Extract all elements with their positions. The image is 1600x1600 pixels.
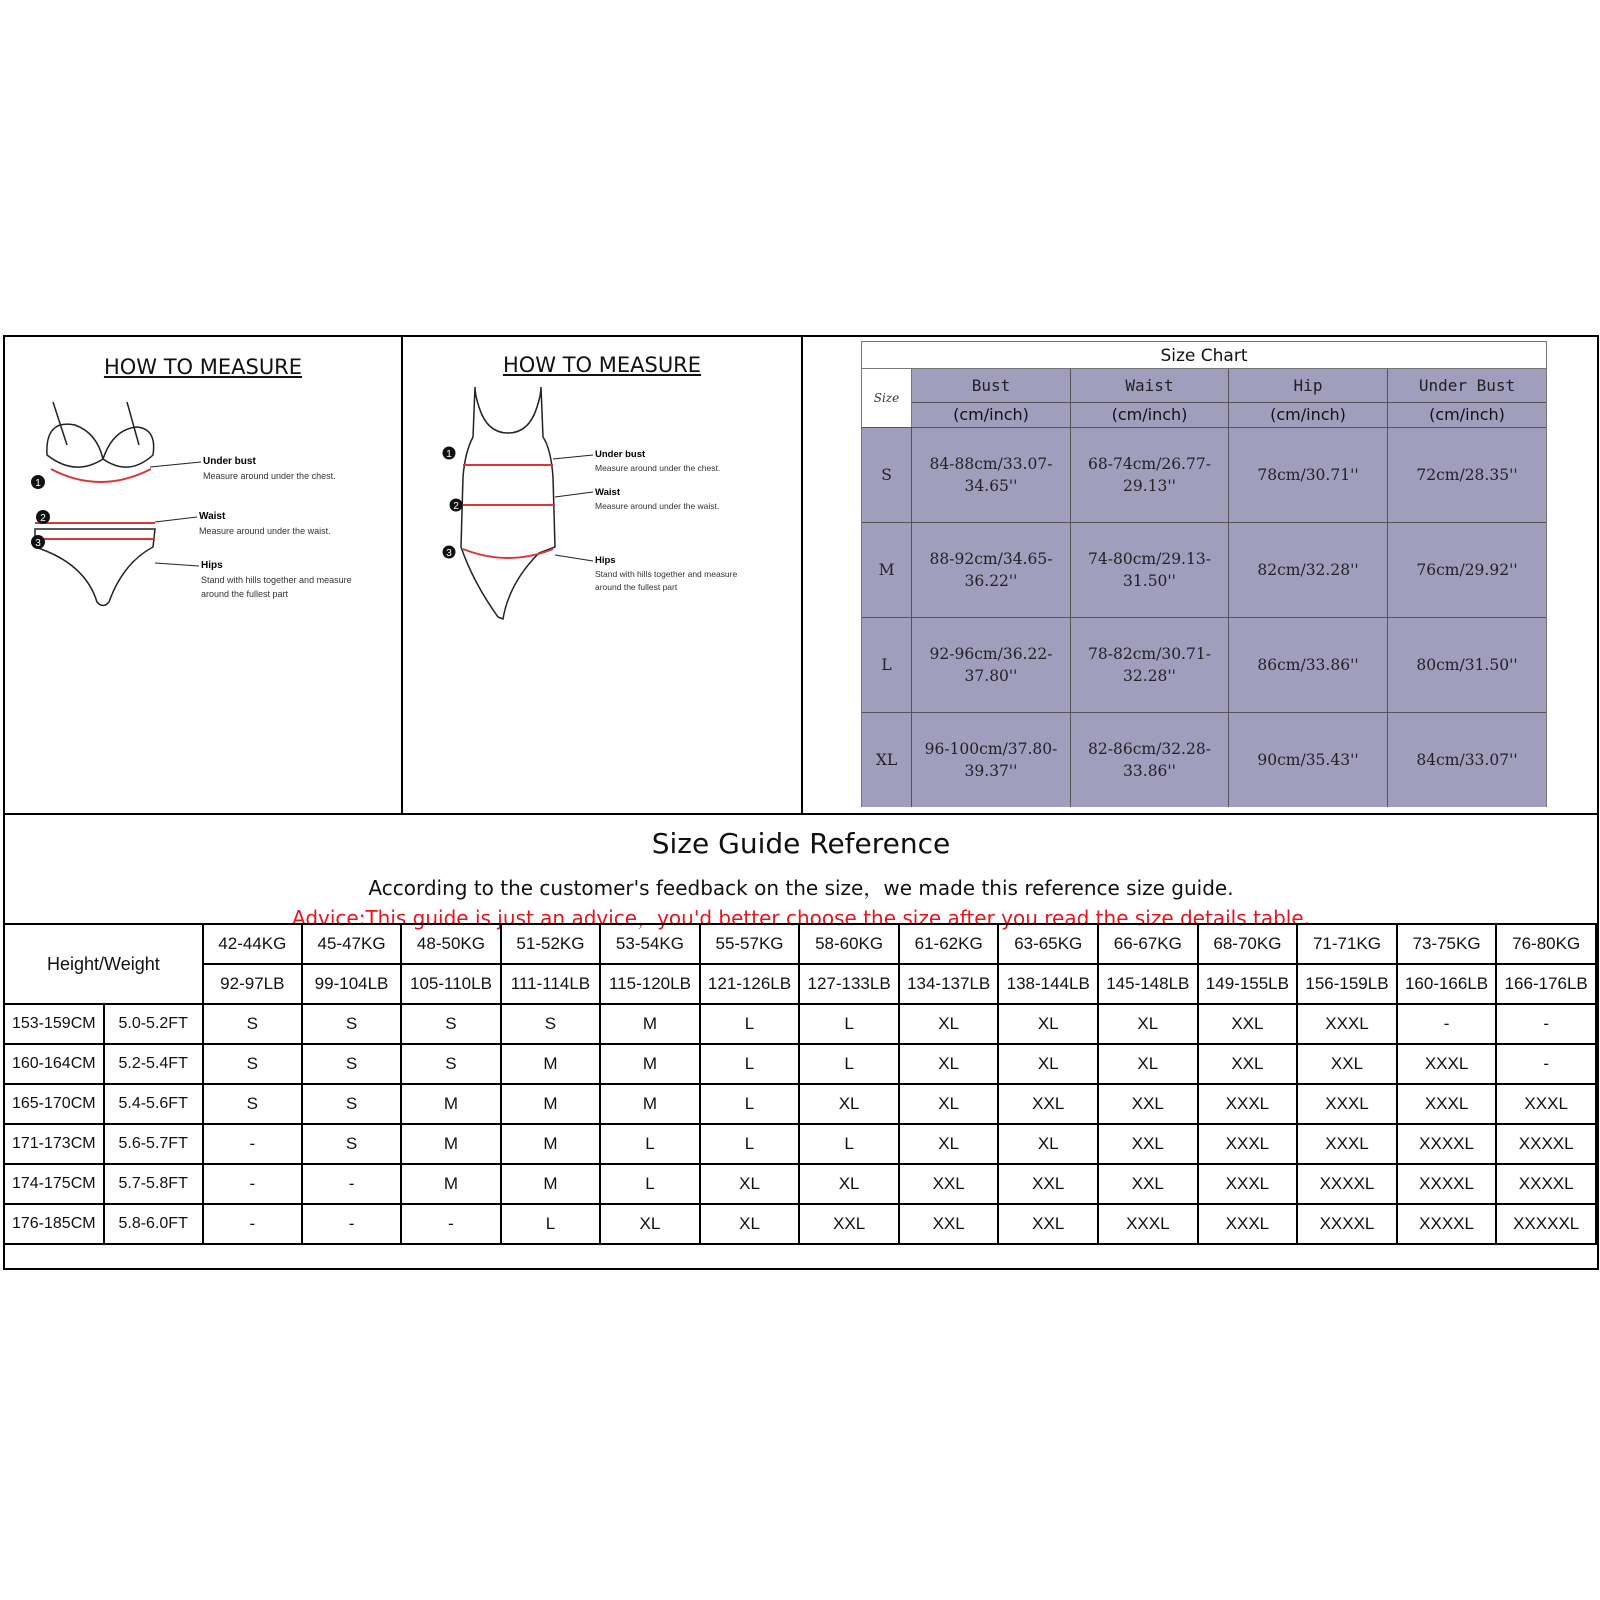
size-cell: S [862, 427, 912, 522]
table-row [4, 1044, 1596, 1084]
swimsuit-outline [461, 387, 555, 619]
table-row [4, 1124, 1596, 1164]
size-chart-title: Size Chart [862, 342, 1546, 369]
guide-title: Size Guide Reference [651, 827, 951, 860]
height-weight-corner: Height/Weight [4, 924, 203, 1004]
size-cell: L [600, 1164, 700, 1204]
marker-3 [443, 546, 456, 560]
size-cell: S [203, 1004, 302, 1044]
size-cell: L [501, 1204, 600, 1244]
size-cell: L [799, 1004, 899, 1044]
weight-lb-header: 111-114LB [501, 964, 600, 1004]
weight-lb-header: 160-166LB [1397, 964, 1497, 1004]
weight-lb-header: 121-126LB [700, 964, 800, 1004]
underbust-line [51, 469, 151, 482]
size-cell: XXL [799, 1204, 899, 1244]
underbust-label: Under bust [203, 456, 256, 467]
height-ft: 5.2-5.4FT [104, 1044, 203, 1084]
height-ft: 5.4-5.6FT [104, 1084, 203, 1124]
size-cell: M [401, 1164, 501, 1204]
waist-cell: 82-86cm/32.28-33.86'' [1071, 712, 1229, 807]
height-cm: 153-159CM [4, 1004, 104, 1044]
size-chart-panel [803, 337, 1597, 813]
size-cell: S [302, 1044, 401, 1084]
size-chart [861, 341, 1547, 807]
header-waist [1071, 369, 1229, 427]
header-row-kg [4, 924, 1596, 964]
waist-label: Waist [199, 511, 226, 522]
header-name: Hip [1229, 369, 1387, 403]
size-cell: M [501, 1044, 600, 1084]
marker-3 [31, 535, 45, 549]
guide-subtitle: According to the customer's feedback on the size，we made this reference size guide. [368, 876, 1234, 900]
size-cell: XXL [899, 1164, 999, 1204]
size-cell: XL [998, 1124, 1098, 1164]
size-guide-table [3, 923, 1597, 1245]
size-cell: - [203, 1164, 302, 1204]
size-cell: XXXL [1198, 1204, 1298, 1244]
size-cell: XXXXL [1397, 1204, 1497, 1244]
size-cell: XXL [1198, 1004, 1298, 1044]
size-cell: L [799, 1124, 899, 1164]
size-cell: S [203, 1044, 302, 1084]
height-cm: 174-175CM [4, 1164, 104, 1204]
size-cell: XXXL [1198, 1124, 1298, 1164]
under-bust-cell: 80cm/31.50'' [1388, 617, 1546, 712]
header-name: Under Bust [1388, 369, 1546, 403]
hips-desc: Stand with hills together and measure [595, 569, 738, 579]
waist-cell: 74-80cm/29.13-31.50'' [1071, 522, 1229, 617]
size-cell: XXL [1098, 1124, 1198, 1164]
measure-panel-bikini [5, 337, 403, 813]
size-cell: L [700, 1124, 800, 1164]
svg-text:1: 1 [35, 478, 41, 489]
weight-lb-header: 105-110LB [401, 964, 501, 1004]
bra-cup-left [47, 424, 103, 467]
size-cell: XXXL [1297, 1084, 1397, 1124]
size-cell: XL [862, 712, 912, 807]
size-cell: XXXL [1397, 1084, 1497, 1124]
size-cell: XL [899, 1044, 999, 1084]
measure-panel-onepiece [403, 337, 803, 813]
size-cell: L [700, 1084, 800, 1124]
onepiece-diagram [403, 337, 803, 813]
size-cell: S [302, 1084, 401, 1124]
weight-kg-header: 45-47KG [302, 924, 401, 964]
bikini-diagram [5, 337, 403, 813]
size-cell: XXXXL [1297, 1164, 1397, 1204]
size-cell: - [1496, 1004, 1596, 1044]
marker-1 [31, 475, 45, 489]
weight-kg-header: 63-65KG [998, 924, 1098, 964]
marker-2 [450, 499, 463, 513]
header-name: Bust [912, 369, 1070, 403]
section-divider [5, 813, 1597, 815]
header-unit: (cm/inch) [953, 405, 1029, 424]
measure-title: HOW TO MEASURE [103, 355, 303, 379]
size-cell: L [862, 617, 912, 712]
size-cell: XL [1098, 1044, 1198, 1084]
under-bust-cell: 76cm/29.92'' [1388, 522, 1546, 617]
size-cell: XXXL [1098, 1204, 1198, 1244]
size-cell: M [401, 1124, 501, 1164]
size-cell: - [302, 1204, 401, 1244]
size-cell: XL [998, 1004, 1098, 1044]
size-cell: S [401, 1004, 501, 1044]
size-cell: XXXL [1198, 1164, 1298, 1204]
size-cell: XL [700, 1164, 800, 1204]
marker-2 [36, 510, 50, 524]
height-cm: 171-173CM [4, 1124, 104, 1164]
hips-desc: Stand with hills together and measure [201, 575, 352, 585]
svg-text:1: 1 [446, 449, 452, 460]
bust-cell: 88-92cm/34.65-36.22'' [912, 522, 1071, 617]
size-cell: XXL [998, 1084, 1098, 1124]
size-cell: XXXL [1297, 1004, 1397, 1044]
size-cell: XXXXXL [1496, 1204, 1596, 1244]
size-cell: XXXXL [1397, 1124, 1497, 1164]
height-ft: 5.8-6.0FT [104, 1204, 203, 1244]
table-row [4, 1004, 1596, 1044]
measure-title: HOW TO MEASURE [502, 353, 702, 377]
size-cell: M [401, 1084, 501, 1124]
size-cell: XXXXL [1496, 1124, 1596, 1164]
weight-lb-header: 134-137LB [899, 964, 999, 1004]
svg-text:3: 3 [35, 538, 41, 549]
weight-lb-header: 99-104LB [302, 964, 401, 1004]
weight-kg-header: 61-62KG [899, 924, 999, 964]
weight-lb-header: 127-133LB [799, 964, 899, 1004]
size-cell: XXL [1198, 1044, 1298, 1084]
size-cell: M [600, 1044, 700, 1084]
size-cell: XL [899, 1084, 999, 1124]
marker-1 [443, 447, 456, 461]
weight-kg-header: 53-54KG [600, 924, 700, 964]
weight-kg-header: 48-50KG [401, 924, 501, 964]
height-ft: 5.7-5.8FT [104, 1164, 203, 1204]
hips-label: Hips [595, 555, 616, 566]
under-bust-cell: 84cm/33.07'' [1388, 712, 1546, 807]
size-cell: XXXXL [1496, 1164, 1596, 1204]
size-cell: XL [899, 1124, 999, 1164]
size-cell: S [302, 1004, 401, 1044]
size-cell: L [600, 1124, 700, 1164]
size-cell: XXL [998, 1204, 1098, 1244]
size-cell: XXXXL [1297, 1204, 1397, 1244]
weight-kg-header: 55-57KG [700, 924, 800, 964]
height-ft: 5.6-5.7FT [104, 1124, 203, 1164]
hip-cell: 90cm/35.43'' [1229, 712, 1388, 807]
height-cm: 160-164CM [4, 1044, 104, 1084]
size-cell: M [600, 1004, 700, 1044]
underbust-desc: Measure around under the chest. [203, 471, 336, 481]
under-bust-cell: 72cm/28.35'' [1388, 427, 1546, 522]
header-row-lb [4, 964, 1596, 1004]
weight-kg-header: 68-70KG [1198, 924, 1298, 964]
weight-lb-header: 166-176LB [1496, 964, 1596, 1004]
guide-advice: Advice:This guide is just an advice，you'd better choose the size after you read the size details table. [292, 906, 1310, 930]
header-unit: (cm/inch) [1429, 405, 1505, 424]
underbust-label: Under bust [595, 449, 646, 460]
weight-lb-header: 145-148LB [1098, 964, 1198, 1004]
table-row [4, 1204, 1596, 1244]
weight-kg-header: 58-60KG [799, 924, 899, 964]
bust-cell: 84-88cm/33.07-34.65'' [912, 427, 1071, 522]
hips-desc-2: around the fullest part [201, 589, 289, 599]
hips-desc-2: around the fullest part [595, 582, 678, 592]
size-cell: - [203, 1124, 302, 1164]
weight-kg-header: 71-71KG [1297, 924, 1397, 964]
waist-desc: Measure around under the waist. [595, 501, 720, 511]
bra-cup-right [103, 427, 154, 467]
waist-cell: 78-82cm/30.71-32.28'' [1071, 617, 1229, 712]
size-cell: S [203, 1084, 302, 1124]
hip-cell: 86cm/33.86'' [1229, 617, 1388, 712]
size-cell: XXL [899, 1204, 999, 1244]
weight-kg-header: 42-44KG [203, 924, 302, 964]
size-cell: L [799, 1044, 899, 1084]
size-guide-sheet [3, 335, 1599, 1270]
size-cell: M [501, 1124, 600, 1164]
header-bust [912, 369, 1071, 427]
height-cm: 176-185CM [4, 1204, 104, 1244]
size-cell: XL [799, 1164, 899, 1204]
size-cell: XXL [1098, 1084, 1198, 1124]
weight-lb-header: 115-120LB [600, 964, 700, 1004]
size-cell: M [501, 1164, 600, 1204]
size-cell: XL [600, 1204, 700, 1244]
table-row [4, 1084, 1596, 1124]
hip-cell: 78cm/30.71'' [1229, 427, 1388, 522]
hip-cell: 82cm/32.28'' [1229, 522, 1388, 617]
waist-desc: Measure around under the waist. [199, 526, 331, 536]
weight-kg-header: 73-75KG [1397, 924, 1497, 964]
size-cell: - [302, 1164, 401, 1204]
size-cell: XXL [1297, 1044, 1397, 1084]
size-cell: XL [799, 1084, 899, 1124]
size-cell: XL [998, 1044, 1098, 1084]
size-cell: M [501, 1084, 600, 1124]
size-cell: XXXL [1496, 1084, 1596, 1124]
bust-cell: 92-96cm/36.22-37.80'' [912, 617, 1071, 712]
size-cell: XXL [998, 1164, 1098, 1204]
svg-text:2: 2 [40, 513, 46, 524]
bust-cell: 96-100cm/37.80-39.37'' [912, 712, 1071, 807]
weight-kg-header: 76-80KG [1496, 924, 1596, 964]
size-cell: - [1496, 1044, 1596, 1084]
height-cm: 165-170CM [4, 1084, 104, 1124]
size-cell: XXXXL [1397, 1164, 1497, 1204]
size-cell: - [1397, 1004, 1497, 1044]
underbust-desc: Measure around under the chest. [595, 463, 721, 473]
header-under-bust [1388, 369, 1546, 427]
size-cell: S [501, 1004, 600, 1044]
size-cell: - [203, 1204, 302, 1244]
header-hip [1229, 369, 1388, 427]
size-cell: L [700, 1044, 800, 1084]
size-cell: XXL [1098, 1164, 1198, 1204]
header-unit: (cm/inch) [1270, 405, 1346, 424]
size-cell: M [600, 1084, 700, 1124]
bikini-bottom [35, 529, 155, 606]
size-cell: XL [1098, 1004, 1198, 1044]
size-cell: XXXL [1397, 1044, 1497, 1084]
size-cell: L [700, 1004, 800, 1044]
size-cell: XL [700, 1204, 800, 1244]
size-guide-table-wrap [3, 923, 1597, 1245]
size-cell: M [862, 522, 912, 617]
weight-lb-header: 149-155LB [1198, 964, 1298, 1004]
size-cell: XXXL [1297, 1124, 1397, 1164]
size-cell: S [302, 1124, 401, 1164]
size-cell: - [401, 1204, 501, 1244]
weight-lb-header: 156-159LB [1297, 964, 1397, 1004]
size-cell: S [401, 1044, 501, 1084]
svg-text:2: 2 [453, 501, 459, 512]
header-name: Waist [1071, 369, 1228, 403]
hips-line [463, 549, 553, 558]
table-row [4, 1164, 1596, 1204]
weight-lb-header: 138-144LB [998, 964, 1098, 1004]
waist-cell: 68-74cm/26.77-29.13'' [1071, 427, 1229, 522]
hips-label: Hips [201, 560, 223, 571]
height-ft: 5.0-5.2FT [104, 1004, 203, 1044]
size-cell: XXXL [1198, 1084, 1298, 1124]
weight-kg-header: 66-67KG [1098, 924, 1198, 964]
size-column-label: Size [862, 369, 912, 427]
weight-lb-header: 92-97LB [203, 964, 302, 1004]
waist-label: Waist [595, 487, 620, 498]
weight-kg-header: 51-52KG [501, 924, 600, 964]
svg-text:3: 3 [446, 548, 452, 559]
size-cell: XL [899, 1004, 999, 1044]
header-unit: (cm/inch) [1111, 405, 1188, 424]
